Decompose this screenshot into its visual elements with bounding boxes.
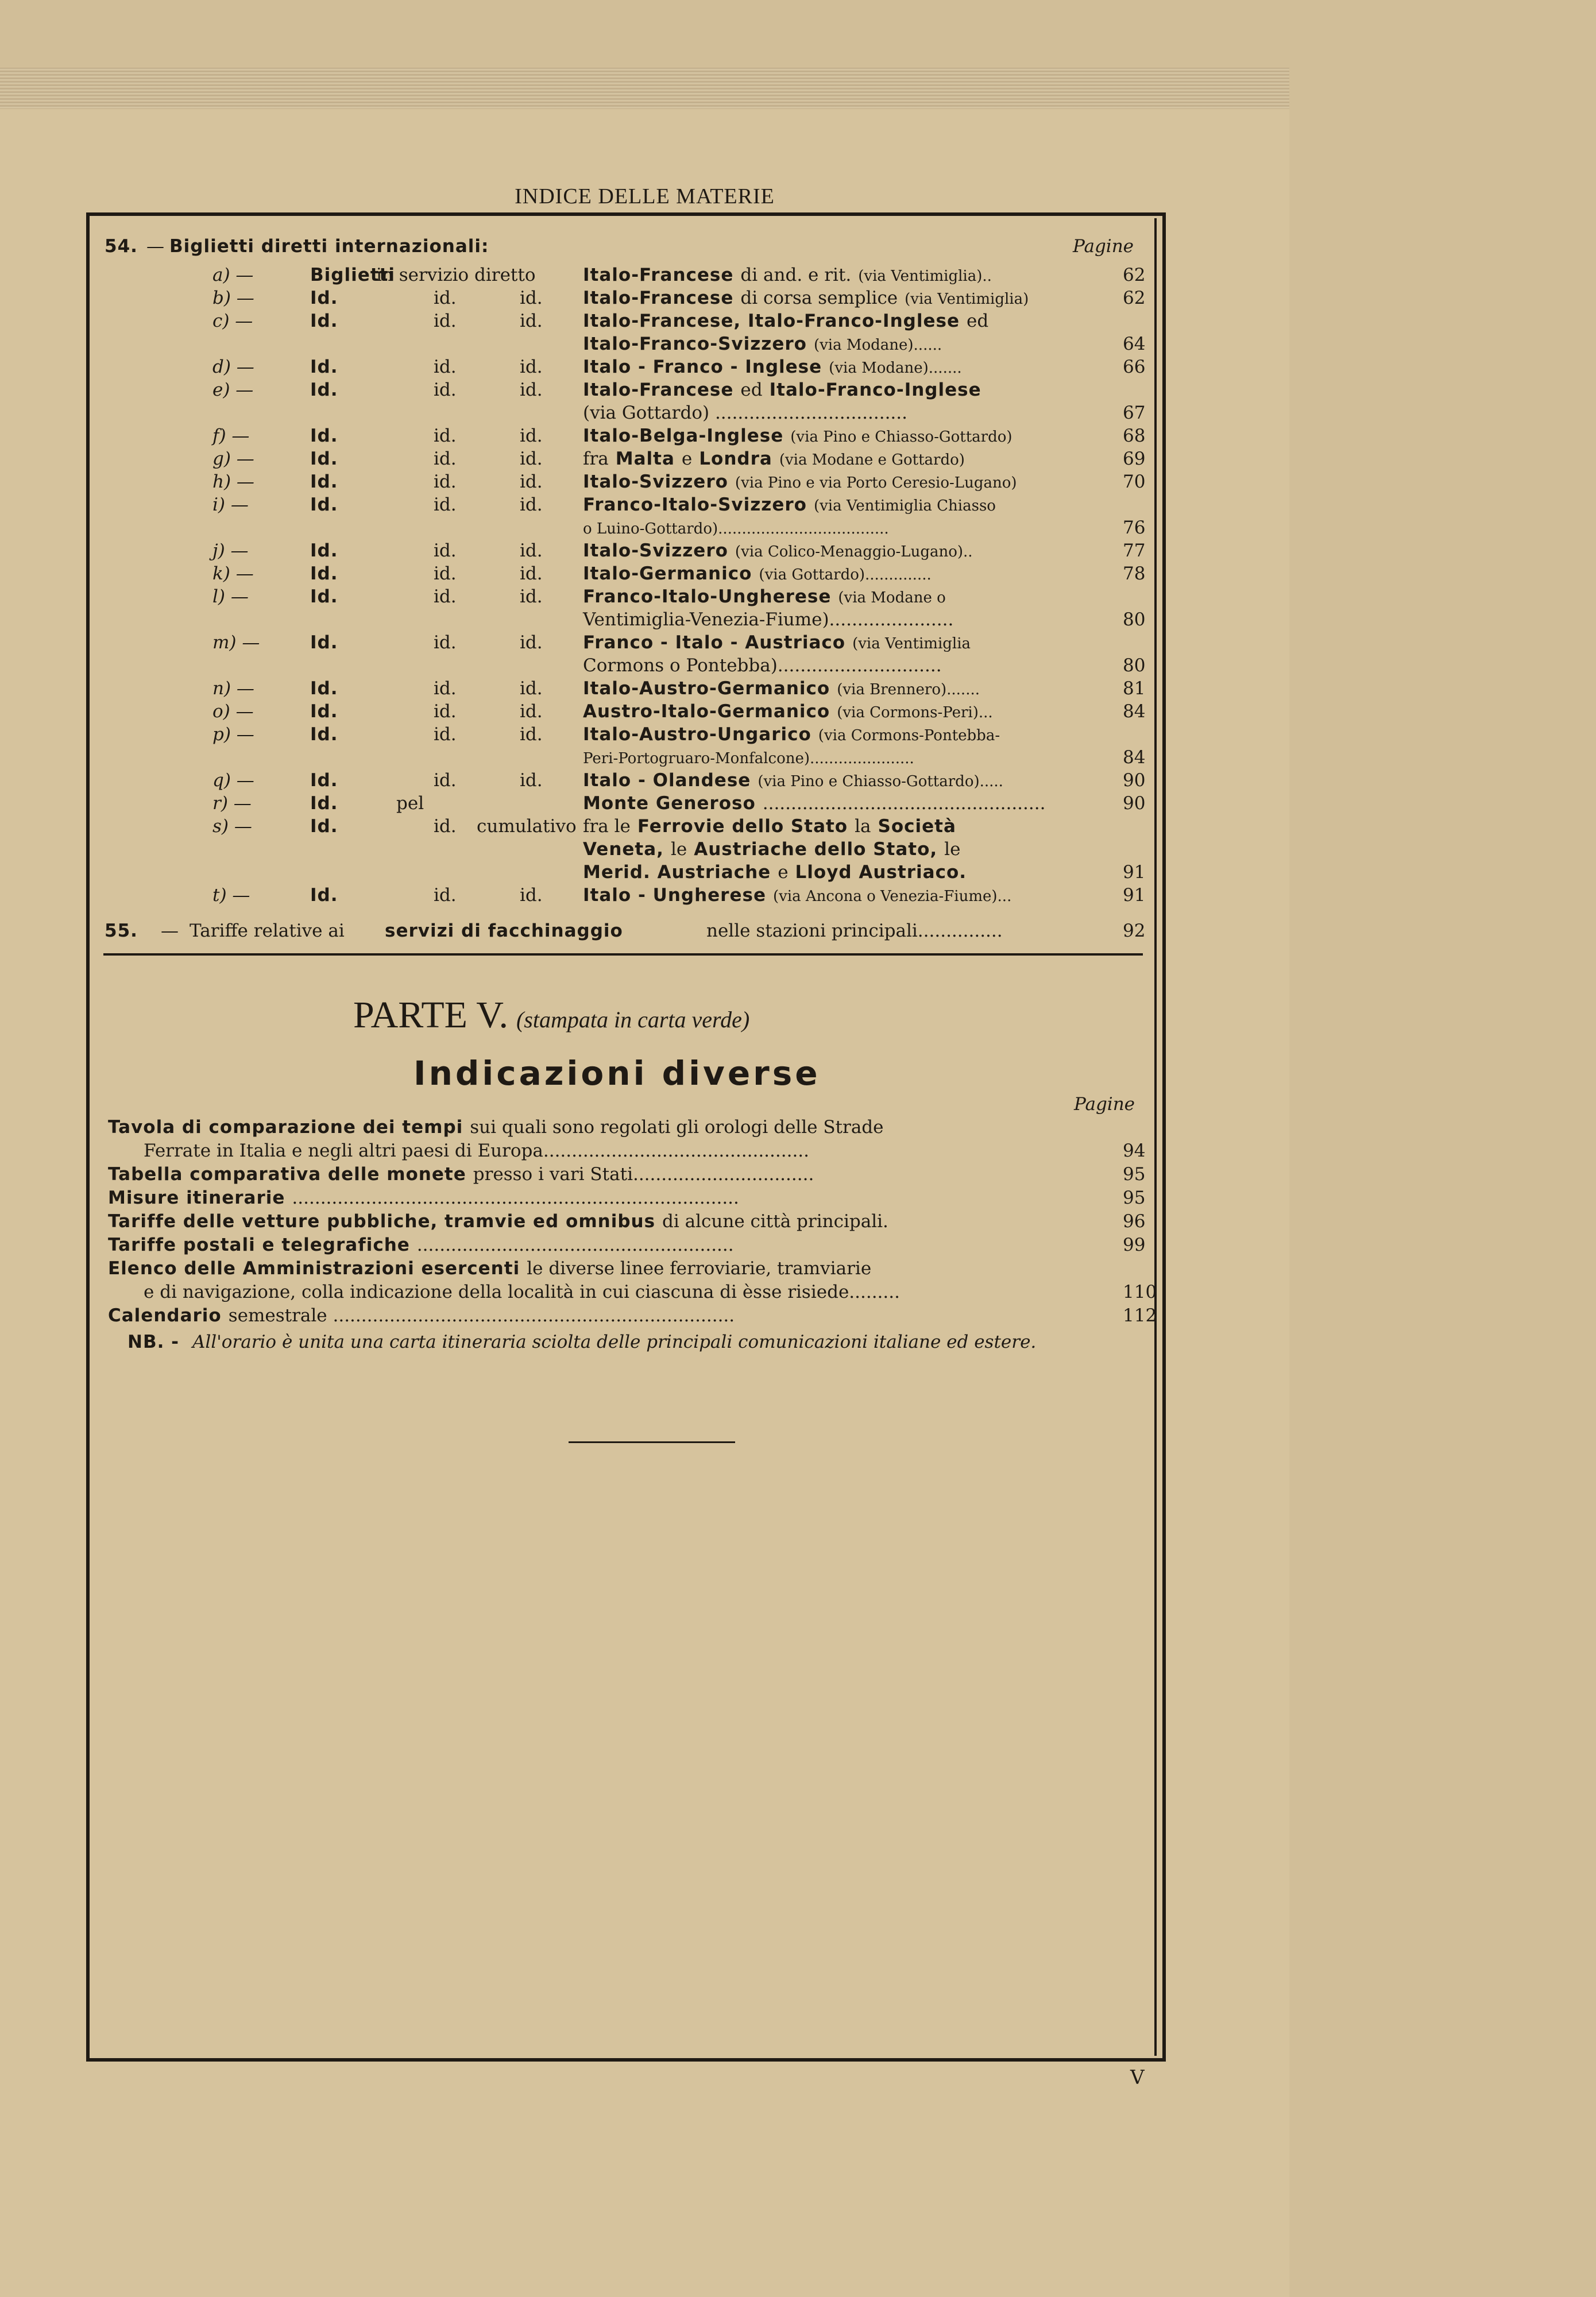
- parte-entry-bold: Misure itinerarie: [108, 1188, 285, 1208]
- entry-text: [583, 539, 980, 564]
- entry-bold: Veneta,: [583, 839, 664, 860]
- entry-lead: Id.: [310, 448, 338, 469]
- entry-text: [583, 424, 1019, 449]
- entry-col2: id.: [520, 311, 543, 331]
- entry-col2: id.: [520, 448, 543, 469]
- entry-text: [583, 608, 960, 632]
- entry-bold: Franco - Italo - Austriaco: [583, 632, 846, 653]
- parte-entry-rest: ...............................................................................: [292, 1188, 739, 1208]
- nb-text: All'orario è unita una carta itineraria sciolta delle principali comunicazioni italiane ed estere.: [192, 1332, 1037, 1352]
- section-55-pre: Tariffe relative ai: [190, 921, 345, 941]
- parte-entry-rest: presso i vari Stati................................: [473, 1164, 814, 1185]
- entry-lead: Id.: [310, 494, 338, 515]
- entry-lead: Id.: [310, 426, 338, 446]
- parte-entry-page: 94: [1123, 1140, 1146, 1161]
- entry-page-number: 66: [1123, 357, 1146, 377]
- entry-text: [583, 722, 1007, 748]
- entry-page-number: 84: [1123, 747, 1146, 768]
- entry-page-number: 80: [1123, 609, 1146, 630]
- entry-col2: id.: [520, 426, 543, 446]
- entry-letter: n) —: [212, 678, 254, 699]
- entry-text: [583, 493, 1003, 518]
- toc-entry-row: [0, 791, 1596, 815]
- entry-letter: a) —: [212, 265, 254, 285]
- parte-entry-bold: Tariffe delle vetture pubbliche, tramvie ed omnibus: [108, 1211, 656, 1232]
- entry-text: [583, 585, 953, 610]
- entry-page-number: 68: [1123, 426, 1146, 446]
- entry-bold-end: Lloyd Austriaco.: [795, 862, 967, 883]
- entry-bold3: Società: [878, 816, 956, 837]
- entry-letter: q) —: [212, 770, 254, 791]
- entry-note: (via Ventimiglia): [905, 291, 1029, 308]
- parte-title-text: PARTE V.: [353, 994, 508, 1036]
- entry-letter: f) —: [212, 426, 250, 446]
- entry-col1: id.: [434, 816, 457, 837]
- entry-letter: l) —: [212, 586, 249, 607]
- entry-text: [583, 814, 963, 838]
- entry-letter: o) —: [212, 701, 254, 722]
- toc-entry-row: [0, 286, 1596, 310]
- entry-rest2: e: [681, 448, 693, 469]
- entry-col2: id.: [520, 494, 543, 515]
- entry-bold: Franco-Italo-Svizzero: [583, 494, 807, 515]
- folio-number: V: [1130, 2066, 1145, 2089]
- parte-entry-text: [108, 1304, 735, 1328]
- parte-entry-text: [144, 1280, 900, 1304]
- entry-col1: pel: [396, 793, 424, 814]
- entry-col1: id.: [434, 380, 457, 400]
- nb-label: NB. -: [127, 1332, 180, 1352]
- entry-bold: Austro-Italo-Germanico: [583, 701, 830, 722]
- entry-lead: Biglietti: [310, 265, 395, 285]
- entry-page-number: 78: [1123, 563, 1146, 584]
- parte-entry-text: [108, 1209, 888, 1233]
- entry-rest2: le: [944, 839, 961, 860]
- entry-letter: r) —: [212, 793, 252, 814]
- entry-page-number: 91: [1123, 862, 1146, 883]
- entry-rest: Ventimiglia-Venezia-Fiume)......................: [583, 609, 954, 630]
- section-55-number: 55.: [105, 921, 138, 941]
- entry-text: [583, 378, 988, 402]
- entry-bold2: Italo-Franco-Inglese: [769, 380, 981, 400]
- parte-entry-page: 110: [1123, 1282, 1157, 1302]
- entry-col1: id.: [434, 770, 457, 791]
- parte-entry-rest: sui quali sono regolati gli orologi delle Strade: [470, 1117, 884, 1138]
- entry-bold: Italo-Svizzero: [583, 540, 728, 561]
- entry-bold: Italo - Ungherese: [583, 885, 766, 906]
- running-head: INDICE DELLE MATERIE: [515, 184, 775, 208]
- entry-col2: id.: [520, 885, 543, 906]
- toc-entry-row: [0, 401, 1596, 425]
- toc-entry-row: [0, 768, 1596, 792]
- parte-entry-page: 99: [1123, 1235, 1146, 1255]
- entry-letter: t) —: [212, 885, 250, 906]
- parte-entry-page: 95: [1123, 1188, 1146, 1208]
- entry-col1: id.: [434, 563, 457, 584]
- entry-page-number: 81: [1123, 678, 1146, 699]
- entry-col1: id.: [434, 426, 457, 446]
- entry-letter: e) —: [212, 380, 254, 400]
- parte-entry-rest: Ferrate in Italia e negli altri paesi di Europa...............................................: [144, 1140, 810, 1161]
- toc-entry-row: [0, 378, 1596, 402]
- parte-entry-bold: Tavola di comparazione dei tempi: [108, 1117, 463, 1138]
- entry-rest: ed: [740, 380, 763, 400]
- entry-col1: id.: [434, 471, 457, 492]
- section-54-title: Biglietti diretti internazionali:: [169, 236, 489, 257]
- entry-note: (via Ancona o Venezia-Fiume)...: [772, 888, 1012, 905]
- entry-note: (via Pino e Chiasso-Gottardo).....: [758, 773, 1003, 790]
- parte-entry-row: [0, 1162, 1596, 1186]
- section-55-dash: —: [161, 921, 179, 941]
- pagine-label: Pagine: [1073, 236, 1134, 257]
- entry-bold: Italo-Francese: [583, 265, 734, 285]
- parte-entry-bold: Tariffe postali e telegrafiche: [108, 1235, 410, 1255]
- parte-entry-row: [0, 1233, 1596, 1257]
- entry-note: Peri-Portogruaro-Monfalcone)......................: [583, 750, 914, 767]
- parte-entry-text: [108, 1233, 734, 1257]
- entry-lead: Id.: [310, 540, 338, 561]
- entry-page-number: 70: [1123, 471, 1146, 492]
- entry-bold: Italo-Belga-Inglese: [583, 426, 784, 446]
- toc-entry-row: [0, 470, 1596, 494]
- entry-page-number: 77: [1123, 540, 1146, 561]
- parte-entry-text: [108, 1115, 884, 1139]
- entry-lead: Id.: [310, 701, 338, 722]
- entry-bold: Italo-Austro-Ungarico: [583, 724, 811, 745]
- parte-entry-rest: semestrale .......................................................................: [228, 1305, 735, 1326]
- entry-note: (via Pino e Chiasso-Gottardo): [790, 428, 1013, 446]
- toc-entry-row: [0, 676, 1596, 701]
- entry-lead: Id.: [310, 357, 338, 377]
- entry-note2: (via Modane e Gottardo): [779, 451, 965, 469]
- entry-letter: b) —: [212, 288, 254, 308]
- toc-entry-row: [0, 722, 1596, 747]
- entry-col2: id.: [520, 724, 543, 745]
- entry-bold: Merid. Austriache: [583, 862, 771, 883]
- section-55-row: [0, 919, 1596, 943]
- toc-entry-row: [0, 699, 1596, 724]
- entry-text: [583, 676, 987, 702]
- entry-rest: fra: [583, 448, 609, 469]
- parte-entry-rest: ........................................................: [416, 1235, 734, 1255]
- entry-text: [583, 837, 967, 861]
- entry-lead: Id.: [310, 311, 338, 331]
- parte-heading: Indicazioni diverse: [414, 1054, 821, 1093]
- entry-col1: id.: [434, 448, 457, 469]
- entry-text: [583, 286, 1035, 311]
- entry-lead: Id.: [310, 380, 338, 400]
- entry-lead: Id.: [310, 724, 338, 745]
- toc-entry-row: [0, 608, 1596, 632]
- entry-lead: Id.: [310, 563, 338, 584]
- entry-note: (via Ventimiglia: [852, 635, 971, 652]
- toc-entry-row: [0, 585, 1596, 609]
- entry-note: o Luino-Gottardo)....................................: [583, 520, 889, 537]
- parte-entry-bold: Tabella comparativa delle monete: [108, 1164, 466, 1185]
- parte-entry-row: [0, 1304, 1596, 1328]
- toc-entry-row: [0, 562, 1596, 586]
- entry-text: [583, 332, 949, 357]
- entry-col2: id.: [520, 563, 543, 584]
- entry-letter: p) —: [212, 724, 254, 745]
- entry-page-number: 90: [1123, 793, 1146, 814]
- entry-bold-mid: Malta: [615, 448, 675, 469]
- toc-entry-row: [0, 309, 1596, 333]
- entry-page-number: 67: [1123, 403, 1146, 423]
- entry-letter: d) —: [212, 357, 254, 377]
- entry-text: [583, 562, 938, 587]
- entry-col1: id.: [434, 288, 457, 308]
- toc-entry-row: [0, 837, 1596, 861]
- entry-bold: Italo - Franco - Inglese: [583, 357, 822, 377]
- parte-pagine-row: [0, 1092, 1596, 1116]
- entry-col2: id.: [520, 357, 543, 377]
- entry-lead: Id.: [310, 816, 338, 837]
- toc-entry-row: [0, 539, 1596, 563]
- entry-text: [583, 309, 995, 333]
- entry-text: [583, 631, 977, 656]
- toc-entry-row: [0, 447, 1596, 471]
- entry-note: (via Brennero).......: [837, 681, 980, 698]
- parte-entry-page: 95: [1123, 1164, 1146, 1185]
- entry-letter: h) —: [212, 471, 254, 492]
- entry-lead: Id.: [310, 770, 338, 791]
- toc-entry-row: [0, 631, 1596, 655]
- entry-rest: Cormons o Pontebba).............................: [583, 655, 942, 676]
- entry-bold: Italo-Francese, Italo-Franco-Inglese: [583, 311, 960, 331]
- entry-text: [583, 699, 1000, 725]
- toc-entry-row: [0, 355, 1596, 379]
- entry-text: [583, 401, 914, 425]
- entry-page-number: 91: [1123, 885, 1146, 906]
- entry-bold-end: Austriache dello Stato,: [694, 839, 938, 860]
- entry-page-number: 90: [1123, 770, 1146, 791]
- entry-col1: id.: [434, 586, 457, 607]
- parte-subtitle: (stampata in carta verde): [516, 1007, 750, 1033]
- entry-col1: in servizio diretto: [376, 265, 536, 285]
- entry-col1: id.: [434, 678, 457, 699]
- entry-lead: Id.: [310, 586, 338, 607]
- entry-col1: id.: [434, 885, 457, 906]
- entry-page-number: 62: [1123, 265, 1146, 285]
- entry-text: [583, 653, 949, 678]
- parte-entry-text: [144, 1139, 809, 1163]
- entry-lead: Id.: [310, 471, 338, 492]
- section-55-post: nelle stazioni principali...............: [706, 921, 1003, 941]
- entry-bold: Franco-Italo-Ungherese: [583, 586, 832, 607]
- toc-entry-row: [0, 332, 1596, 356]
- parte-entry-page: 96: [1123, 1211, 1146, 1232]
- parte-entry-row: [0, 1139, 1596, 1163]
- entry-rest: ..................................................: [762, 793, 1046, 814]
- parte-entry-row: [0, 1256, 1596, 1281]
- entry-rest: e: [778, 862, 789, 883]
- entry-col2: id.: [520, 380, 543, 400]
- parte-entry-row: [0, 1115, 1596, 1139]
- entry-note: (via Gottardo)..............: [759, 566, 932, 583]
- section-54-heading: [0, 234, 1596, 258]
- entry-bold-end: Ferrovie dello Stato: [637, 816, 848, 837]
- entry-note: (via Cormons-Peri)...: [837, 704, 993, 721]
- parte-entry-text: [108, 1186, 739, 1210]
- entry-note: (via Ventimiglia Chiasso: [813, 497, 996, 515]
- entry-text: [583, 263, 999, 288]
- entry-page-number: 64: [1123, 334, 1146, 354]
- toc-entry-row: [0, 814, 1596, 838]
- section-54-dash: —: [146, 236, 164, 257]
- entry-col2: cumulativo: [477, 816, 577, 837]
- entry-col2: id.: [520, 586, 543, 607]
- entry-bold: Italo-Francese: [583, 288, 734, 308]
- toc-entry-row: [0, 493, 1596, 517]
- short-rule: [569, 1441, 735, 1443]
- entry-letter: k) —: [212, 563, 254, 584]
- entry-rest: di and. e rit.: [740, 265, 852, 285]
- entry-text: [583, 860, 973, 884]
- entry-col1: id.: [434, 357, 457, 377]
- entry-text: [583, 470, 1024, 495]
- entry-text: [583, 791, 1052, 815]
- toc-entry-row: [0, 653, 1596, 678]
- entry-rest2: la: [855, 816, 871, 837]
- entry-text: [583, 355, 969, 380]
- parte-entry-row: [0, 1280, 1596, 1304]
- toc-entry-row: [0, 883, 1596, 907]
- entry-text: [583, 768, 1010, 794]
- section-54-number: 54.: [105, 236, 138, 257]
- toc-entry-row: [0, 263, 1596, 287]
- entry-bold: Italo - Olandese: [583, 770, 751, 791]
- entry-text: [583, 516, 896, 541]
- entry-note: (via Cormons-Pontebba-: [818, 727, 1000, 744]
- entry-bold-end: Londra: [699, 448, 772, 469]
- entry-note: (via Modane).......: [829, 359, 962, 377]
- entry-col1: id.: [434, 540, 457, 561]
- entry-page-number: 76: [1123, 517, 1146, 538]
- entry-bold: Monte Generoso: [583, 793, 756, 814]
- entry-col1: id.: [434, 632, 457, 653]
- entry-bold: Italo-Franco-Svizzero: [583, 334, 807, 354]
- parte-entry-row: [0, 1186, 1596, 1210]
- parte-entry-rest: di alcune città principali.: [662, 1211, 888, 1232]
- entry-letter: g) —: [212, 448, 254, 469]
- entry-bold: Italo-Germanico: [583, 563, 752, 584]
- entry-rest: le: [670, 839, 687, 860]
- entry-bold: Italo-Francese: [583, 380, 734, 400]
- entry-lead: Id.: [310, 885, 338, 906]
- entry-letter: m) —: [212, 632, 260, 653]
- toc-entry-row: [0, 745, 1596, 769]
- entry-rest: fra le: [583, 816, 631, 837]
- entry-note: (via Modane)......: [813, 337, 942, 354]
- parte-entry-row: [0, 1209, 1596, 1233]
- entry-col2: id.: [520, 632, 543, 653]
- section-55-bold: servizi di facchinaggio: [385, 921, 623, 941]
- entry-col2: id.: [520, 471, 543, 492]
- entry-bold: Italo-Austro-Germanico: [583, 678, 830, 699]
- entry-note: (via Colico-Menaggio-Lugano)..: [735, 543, 973, 560]
- entry-col1: id.: [434, 724, 457, 745]
- nb-note: [0, 1330, 1596, 1354]
- entry-page-number: 69: [1123, 448, 1146, 469]
- entry-lead: Id.: [310, 288, 338, 308]
- entry-lead: Id.: [310, 632, 338, 653]
- section-55-page: 92: [1123, 921, 1146, 941]
- entry-lead: Id.: [310, 678, 338, 699]
- entry-rest: (via Gottardo) ..................................: [583, 403, 907, 423]
- entry-letter: s) —: [212, 816, 252, 837]
- entry-col2: id.: [520, 540, 543, 561]
- parte-entry-bold: Calendario: [108, 1305, 222, 1326]
- entry-text: [583, 447, 972, 472]
- divider-rule: [103, 953, 1143, 956]
- entry-rest: ed: [966, 311, 989, 331]
- parte-entry-rest: e di navigazione, colla indicazione della località in cui ciascuna di èsse risiede.........: [144, 1282, 900, 1302]
- parte-pagine-label: Pagine: [1074, 1094, 1135, 1115]
- entry-letter: c) —: [212, 311, 253, 331]
- entry-letter: i) —: [212, 494, 249, 515]
- entry-lead: Id.: [310, 793, 338, 814]
- toc-entry-row: [0, 860, 1596, 884]
- book-page-edges: [0, 68, 1289, 111]
- entry-text: [583, 745, 921, 771]
- parte-entry-bold: Elenco delle Amministrazioni esercenti: [108, 1258, 520, 1279]
- parte-entry-page: 112: [1123, 1305, 1157, 1326]
- parte-title: [353, 993, 749, 1037]
- entry-page-number: 62: [1123, 288, 1146, 308]
- toc-entry-row: [0, 424, 1596, 448]
- entry-col2: id.: [520, 701, 543, 722]
- entry-note: (via Pino e via Porto Ceresio-Lugano): [735, 474, 1017, 492]
- entry-letter: j) —: [212, 540, 249, 561]
- parte-entry-text: [108, 1162, 814, 1186]
- entry-col1: id.: [434, 494, 457, 515]
- toc-entry-row: [0, 516, 1596, 540]
- parte-entry-text: [108, 1256, 871, 1281]
- parte-entry-rest: le diverse linee ferroviarie, tramviarie: [527, 1258, 872, 1279]
- entry-page-number: 80: [1123, 655, 1146, 676]
- entry-page-number: 84: [1123, 701, 1146, 722]
- entry-note: (via Modane o: [838, 589, 946, 606]
- entry-col1: id.: [434, 311, 457, 331]
- entry-col2: id.: [520, 678, 543, 699]
- entry-rest: di corsa semplice: [740, 288, 898, 308]
- entry-note: (via Ventimiglia)..: [858, 268, 992, 285]
- entry-col2: id.: [520, 770, 543, 791]
- entry-col2: id.: [520, 288, 543, 308]
- entry-text: [583, 883, 1018, 908]
- entry-bold: Italo-Svizzero: [583, 471, 728, 492]
- entry-col1: id.: [434, 701, 457, 722]
